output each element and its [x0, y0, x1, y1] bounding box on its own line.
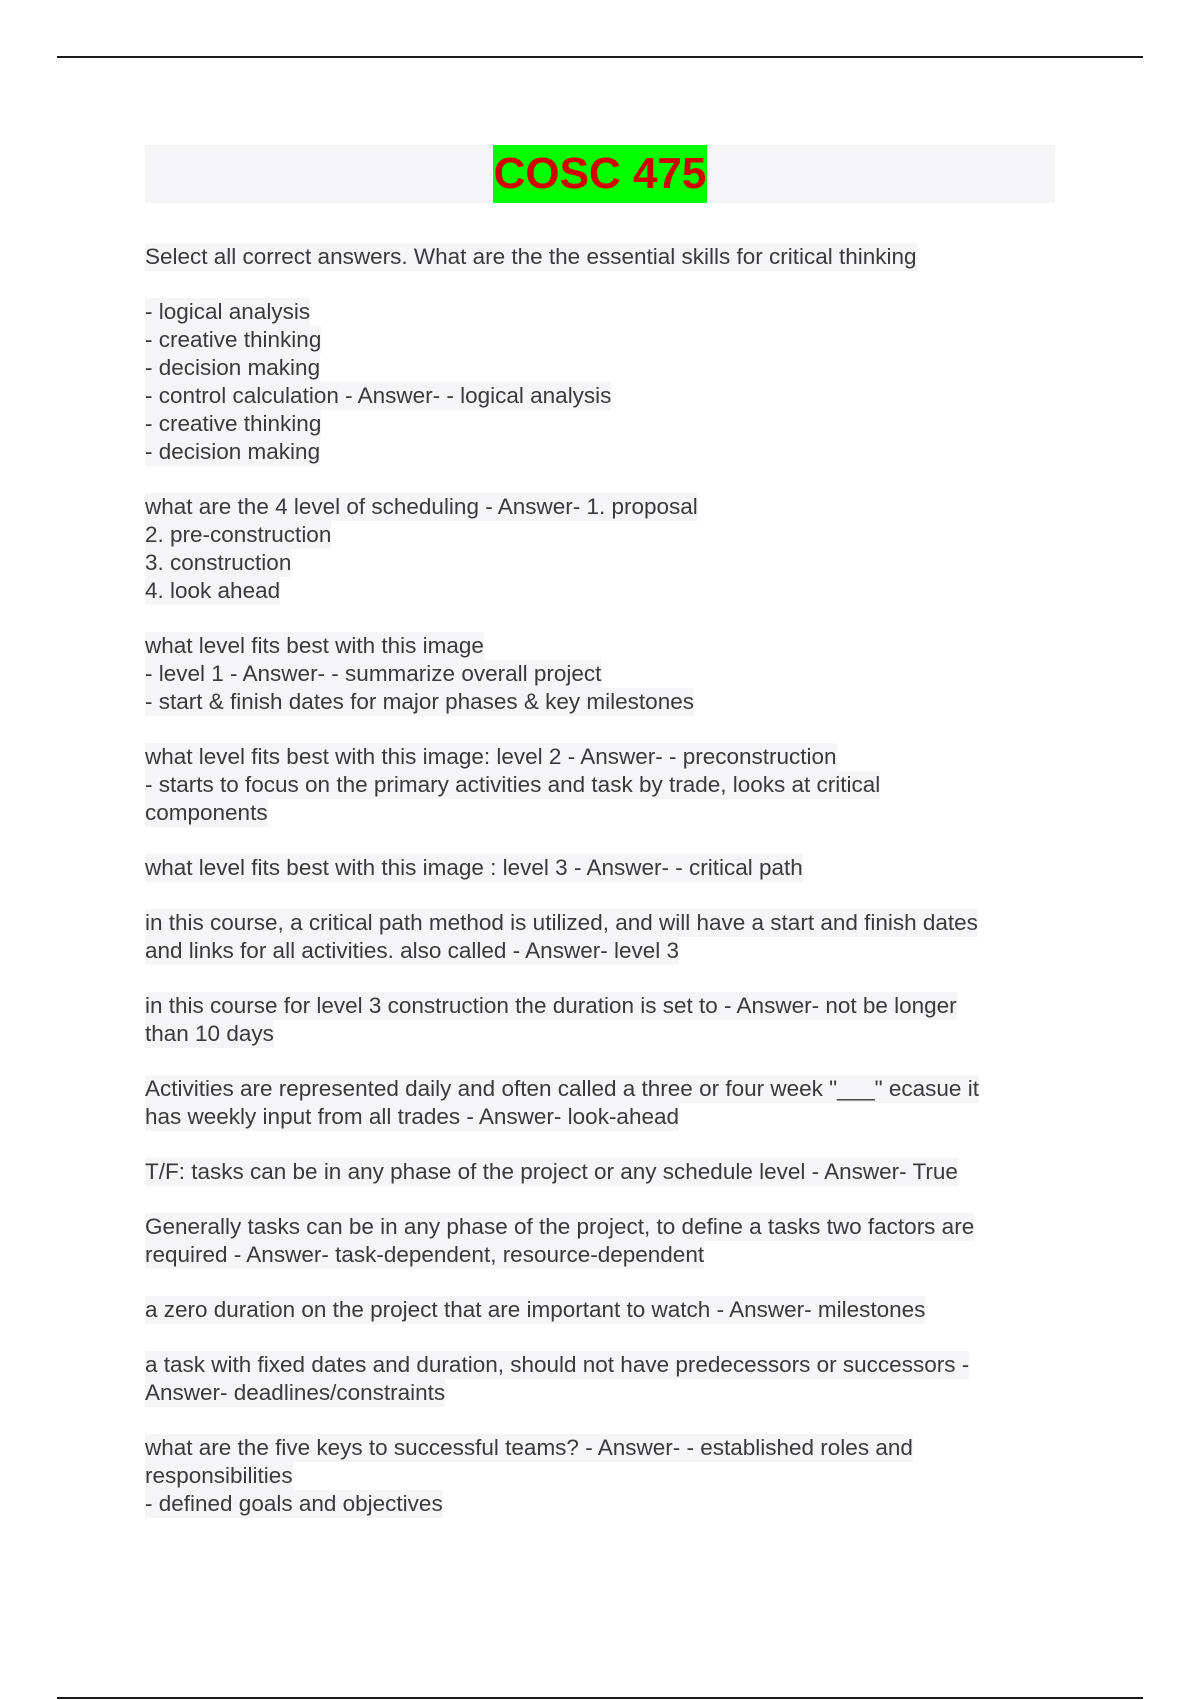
bottom-rule [57, 1697, 1143, 1699]
text-line: has weekly input from all trades - Answer- look-ahead [145, 1104, 680, 1129]
qa-block [145, 493, 1060, 605]
qa-block [145, 1158, 1060, 1186]
document-body [145, 243, 1060, 1545]
text-line: T/F: tasks can be in any phase of the project or any schedule level - Answer- True [145, 1159, 958, 1184]
text-line: - start & finish dates for major phases & key milestones [145, 689, 694, 714]
top-rule [57, 56, 1143, 58]
qa-block [145, 743, 1060, 827]
text-line: Generally tasks can be in any phase of the project, to define a tasks two factors are [145, 1214, 975, 1239]
text-line: 3. construction [145, 550, 292, 575]
text-line: what are the five keys to successful teams? - Answer- - established roles and [145, 1435, 913, 1460]
text-line: required - Answer- task-dependent, resource-dependent [145, 1242, 705, 1267]
text-line: 2. pre-construction [145, 522, 332, 547]
text-line: - starts to focus on the primary activities and task by trade, looks at critical [145, 772, 881, 797]
text-line: Select all correct answers. What are the the essential skills for critical thinking [145, 244, 917, 269]
qa-block [145, 854, 1060, 882]
qa-block [145, 1351, 1060, 1407]
text-line: - level 1 - Answer- - summarize overall project [145, 661, 602, 686]
text-line: - creative thinking [145, 327, 322, 352]
qa-block [145, 1296, 1060, 1324]
page-title: COSC 475 [493, 145, 708, 203]
qa-block [145, 243, 1060, 271]
text-line: in this course for level 3 construction the duration is set to - Answer- not be longer [145, 993, 957, 1018]
qa-block [145, 1213, 1060, 1269]
text-line: Answer- deadlines/constraints [145, 1380, 446, 1405]
text-line: - decision making [145, 439, 321, 464]
text-line: responsibilities [145, 1463, 293, 1488]
text-line: Activities are represented daily and often called a three or four week "___" ecasue it [145, 1076, 979, 1101]
text-line: components [145, 800, 268, 825]
qa-block [145, 632, 1060, 716]
text-line: - logical analysis [145, 299, 311, 324]
text-line: than 10 days [145, 1021, 274, 1046]
text-line: - defined goals and objectives [145, 1491, 443, 1516]
text-line: what level fits best with this image [145, 633, 484, 658]
text-line: - decision making [145, 355, 321, 380]
text-line: and links for all activities. also called - Answer- level 3 [145, 938, 679, 963]
qa-block [145, 1075, 1060, 1131]
text-line: in this course, a critical path method is utilized, and will have a start and finish dates [145, 910, 978, 935]
text-line: 4. look ahead [145, 578, 281, 603]
text-line: a task with fixed dates and duration, should not have predecessors or successors - [145, 1352, 970, 1377]
qa-block [145, 909, 1060, 965]
qa-block [145, 992, 1060, 1048]
text-line: - control calculation - Answer- - logical analysis [145, 383, 612, 408]
text-line: what level fits best with this image: level 2 - Answer- - preconstruction [145, 744, 837, 769]
text-line: - creative thinking [145, 411, 322, 436]
text-line: what are the 4 level of scheduling - Answer- 1. proposal [145, 494, 698, 519]
qa-block [145, 1434, 1060, 1518]
text-line: a zero duration on the project that are important to watch - Answer- milestones [145, 1297, 926, 1322]
title-band [145, 145, 1055, 203]
qa-block [145, 298, 1060, 466]
text-line: what level fits best with this image : level 3 - Answer- - critical path [145, 855, 803, 880]
